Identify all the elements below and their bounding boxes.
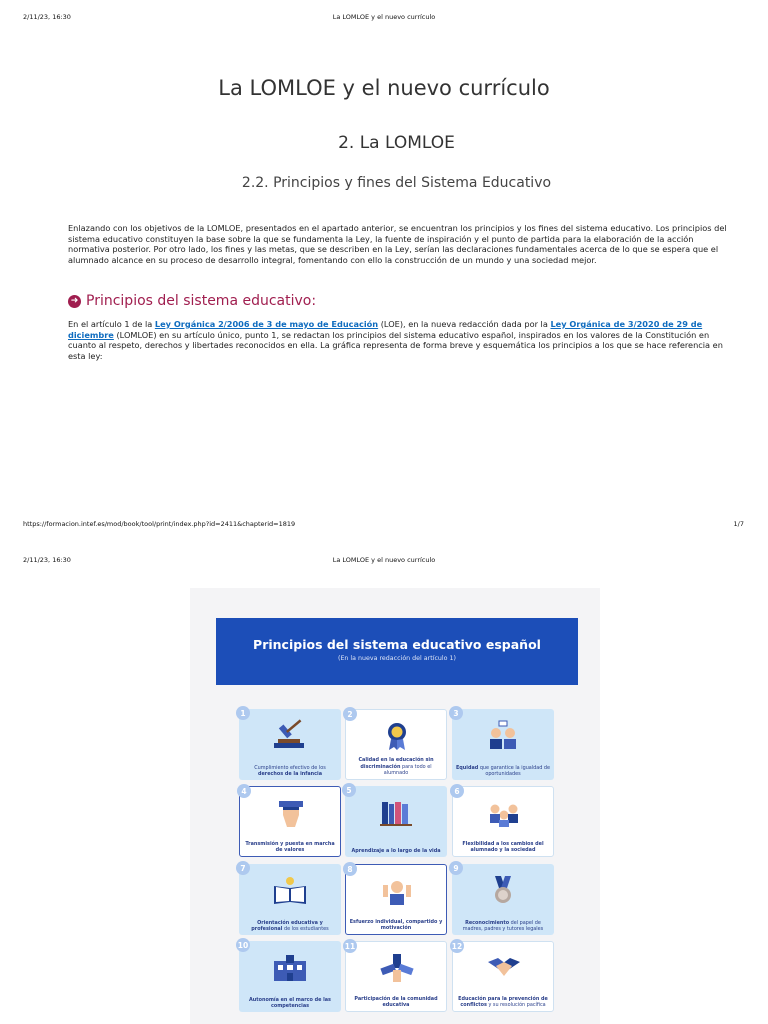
- card-caption: Esfuerzo individual, compartido y motivación: [349, 918, 443, 931]
- books-icon: [376, 796, 416, 828]
- principle-card-9: [452, 864, 554, 935]
- hand-pencil-icon: [271, 797, 311, 829]
- principle-card-3: [452, 709, 554, 780]
- students-group-icon: [484, 797, 524, 829]
- open-book-location-icon: [270, 874, 310, 906]
- card-caption: Autonomía en el marco de las competencias: [249, 996, 331, 1009]
- card-caption: Orientación educativa y profesional de los estudiantes: [251, 919, 329, 932]
- card-number: 11: [343, 939, 357, 953]
- principle-card-10: [239, 941, 341, 1012]
- card-caption: Transmisión y puesta en marcha de valores: [245, 840, 335, 853]
- card-caption: Participación de la comunidad educativa: [354, 995, 438, 1008]
- infographic-banner: [216, 618, 578, 685]
- card-number: 8: [343, 862, 357, 876]
- principle-card-2: [345, 709, 447, 780]
- print-title: La LOMLOE y el nuevo currículo: [332, 556, 436, 564]
- principles-infographic: [190, 588, 600, 1024]
- paragraph-text: (LOMLOE) en su artículo único, punto 1, se redactan los principios del sistema educativo español, inspirados en los valores de la Constitución en cuanto al respeto, derechos y libertades reconocidos en ella. La gráfica representa de forma breve y esquemática los principios a los que se hace referencia en esta ley:: [68, 329, 723, 361]
- card-caption: Cumplimiento efectivo de los derechos de la infancia: [254, 764, 326, 777]
- print-date: 2/11/23, 16:30: [23, 556, 71, 564]
- card-caption: Equidad que garantice la igualdad de oportunidades: [455, 764, 551, 777]
- handshake-icon: [484, 952, 524, 984]
- principle-card-11: [345, 941, 447, 1012]
- page-title: La LOMLOE y el nuevo currículo: [218, 76, 550, 100]
- print-header: [0, 556, 768, 570]
- card-number: 7: [236, 861, 250, 875]
- card-caption: Flexibilidad a los cambios del alumnado y la sociedad: [462, 840, 544, 853]
- card-number: 12: [450, 939, 464, 953]
- card-number: 5: [342, 783, 356, 797]
- award-medal-icon: [483, 874, 523, 906]
- medal-icon: [377, 720, 417, 752]
- principle-card-6: [452, 786, 554, 857]
- card-number: 10: [236, 938, 250, 952]
- chapter-title: 2. La LOMLOE: [338, 133, 455, 153]
- lomloe-link[interactable]: Ley Orgánica de 3/2020 de 29 de diciembre: [68, 319, 703, 340]
- infographic-subtitle: (En la nueva redacción del artículo 1): [338, 655, 456, 662]
- card-caption: Educación para la prevención de conflictos y su resolución pacífica: [458, 995, 548, 1008]
- card-number: 6: [450, 784, 464, 798]
- print-title: La LOMLOE y el nuevo currículo: [332, 13, 436, 21]
- school-building-icon: [270, 951, 310, 983]
- subchapter-title: 2.2. Principios y fines del Sistema Educativo: [241, 175, 552, 191]
- print-url: https://formacion.intef.es/mod/book/tool/print/index.php?id=2411&chapterid=1819: [23, 520, 296, 528]
- gavel-icon: [270, 719, 310, 751]
- infographic-title: Principios del sistema educativo español: [253, 637, 541, 652]
- section-heading: [68, 293, 316, 309]
- loe-link[interactable]: Ley Orgánica 2/2006 de 3 de mayo de Educación: [154, 319, 379, 329]
- card-number: 3: [449, 706, 463, 720]
- paragraph-text: En el artículo 1 de la: [68, 319, 155, 329]
- card-caption: Reconocimiento del papel de madres, padres y tutores legales: [462, 919, 544, 932]
- section-heading-text: Principios del sistema educativo:: [86, 293, 317, 309]
- card-number: 9: [449, 861, 463, 875]
- print-date: 2/11/23, 16:30: [23, 13, 71, 21]
- principles-paragraph: [68, 319, 728, 361]
- two-students-icon: [483, 719, 523, 751]
- principle-card-1: [239, 709, 341, 780]
- page-number: 1/7: [733, 520, 744, 528]
- paragraph-text: (LOE), en la nueva redacción dada por la: [378, 319, 551, 329]
- card-number: 2: [343, 707, 357, 721]
- card-caption: Aprendizaje a lo largo de la vida: [351, 847, 441, 854]
- motivated-student-icon: [377, 875, 417, 907]
- print-header: [0, 13, 768, 27]
- joined-hands-icon: [377, 952, 417, 984]
- principle-card-7: [239, 864, 341, 935]
- intro-paragraph: Enlazando con los objetivos de la LOMLOE, presentados en el apartado anterior, se encuentran los principios y los fines del sistema educativo. Los principios del sistema educativo constituyen la base sobre la que se fundamenta la Ley, la fuente de inspiración y el punto de partida para la elaboración de la acción normativa posterior. Por otro lado, los fines y las metas, que se describen en la Ley, serían las declaraciones fundamentales acerca de lo que se espera que el alumnado alcance en su proceso de desarrollo integral, fomentando con ello la construcción de un mundo y una sociedad mejor.: [68, 223, 727, 265]
- principle-card-5: [345, 786, 447, 857]
- principle-card-12: [452, 941, 554, 1012]
- arrow-right-icon: ➜: [68, 295, 81, 308]
- card-number: 1: [236, 706, 250, 720]
- card-caption: Calidad en la educación sin discriminación para todo el alumnado: [358, 757, 434, 776]
- principle-card-4: [239, 786, 341, 857]
- principle-card-8: [345, 864, 447, 935]
- card-number: 4: [237, 784, 251, 798]
